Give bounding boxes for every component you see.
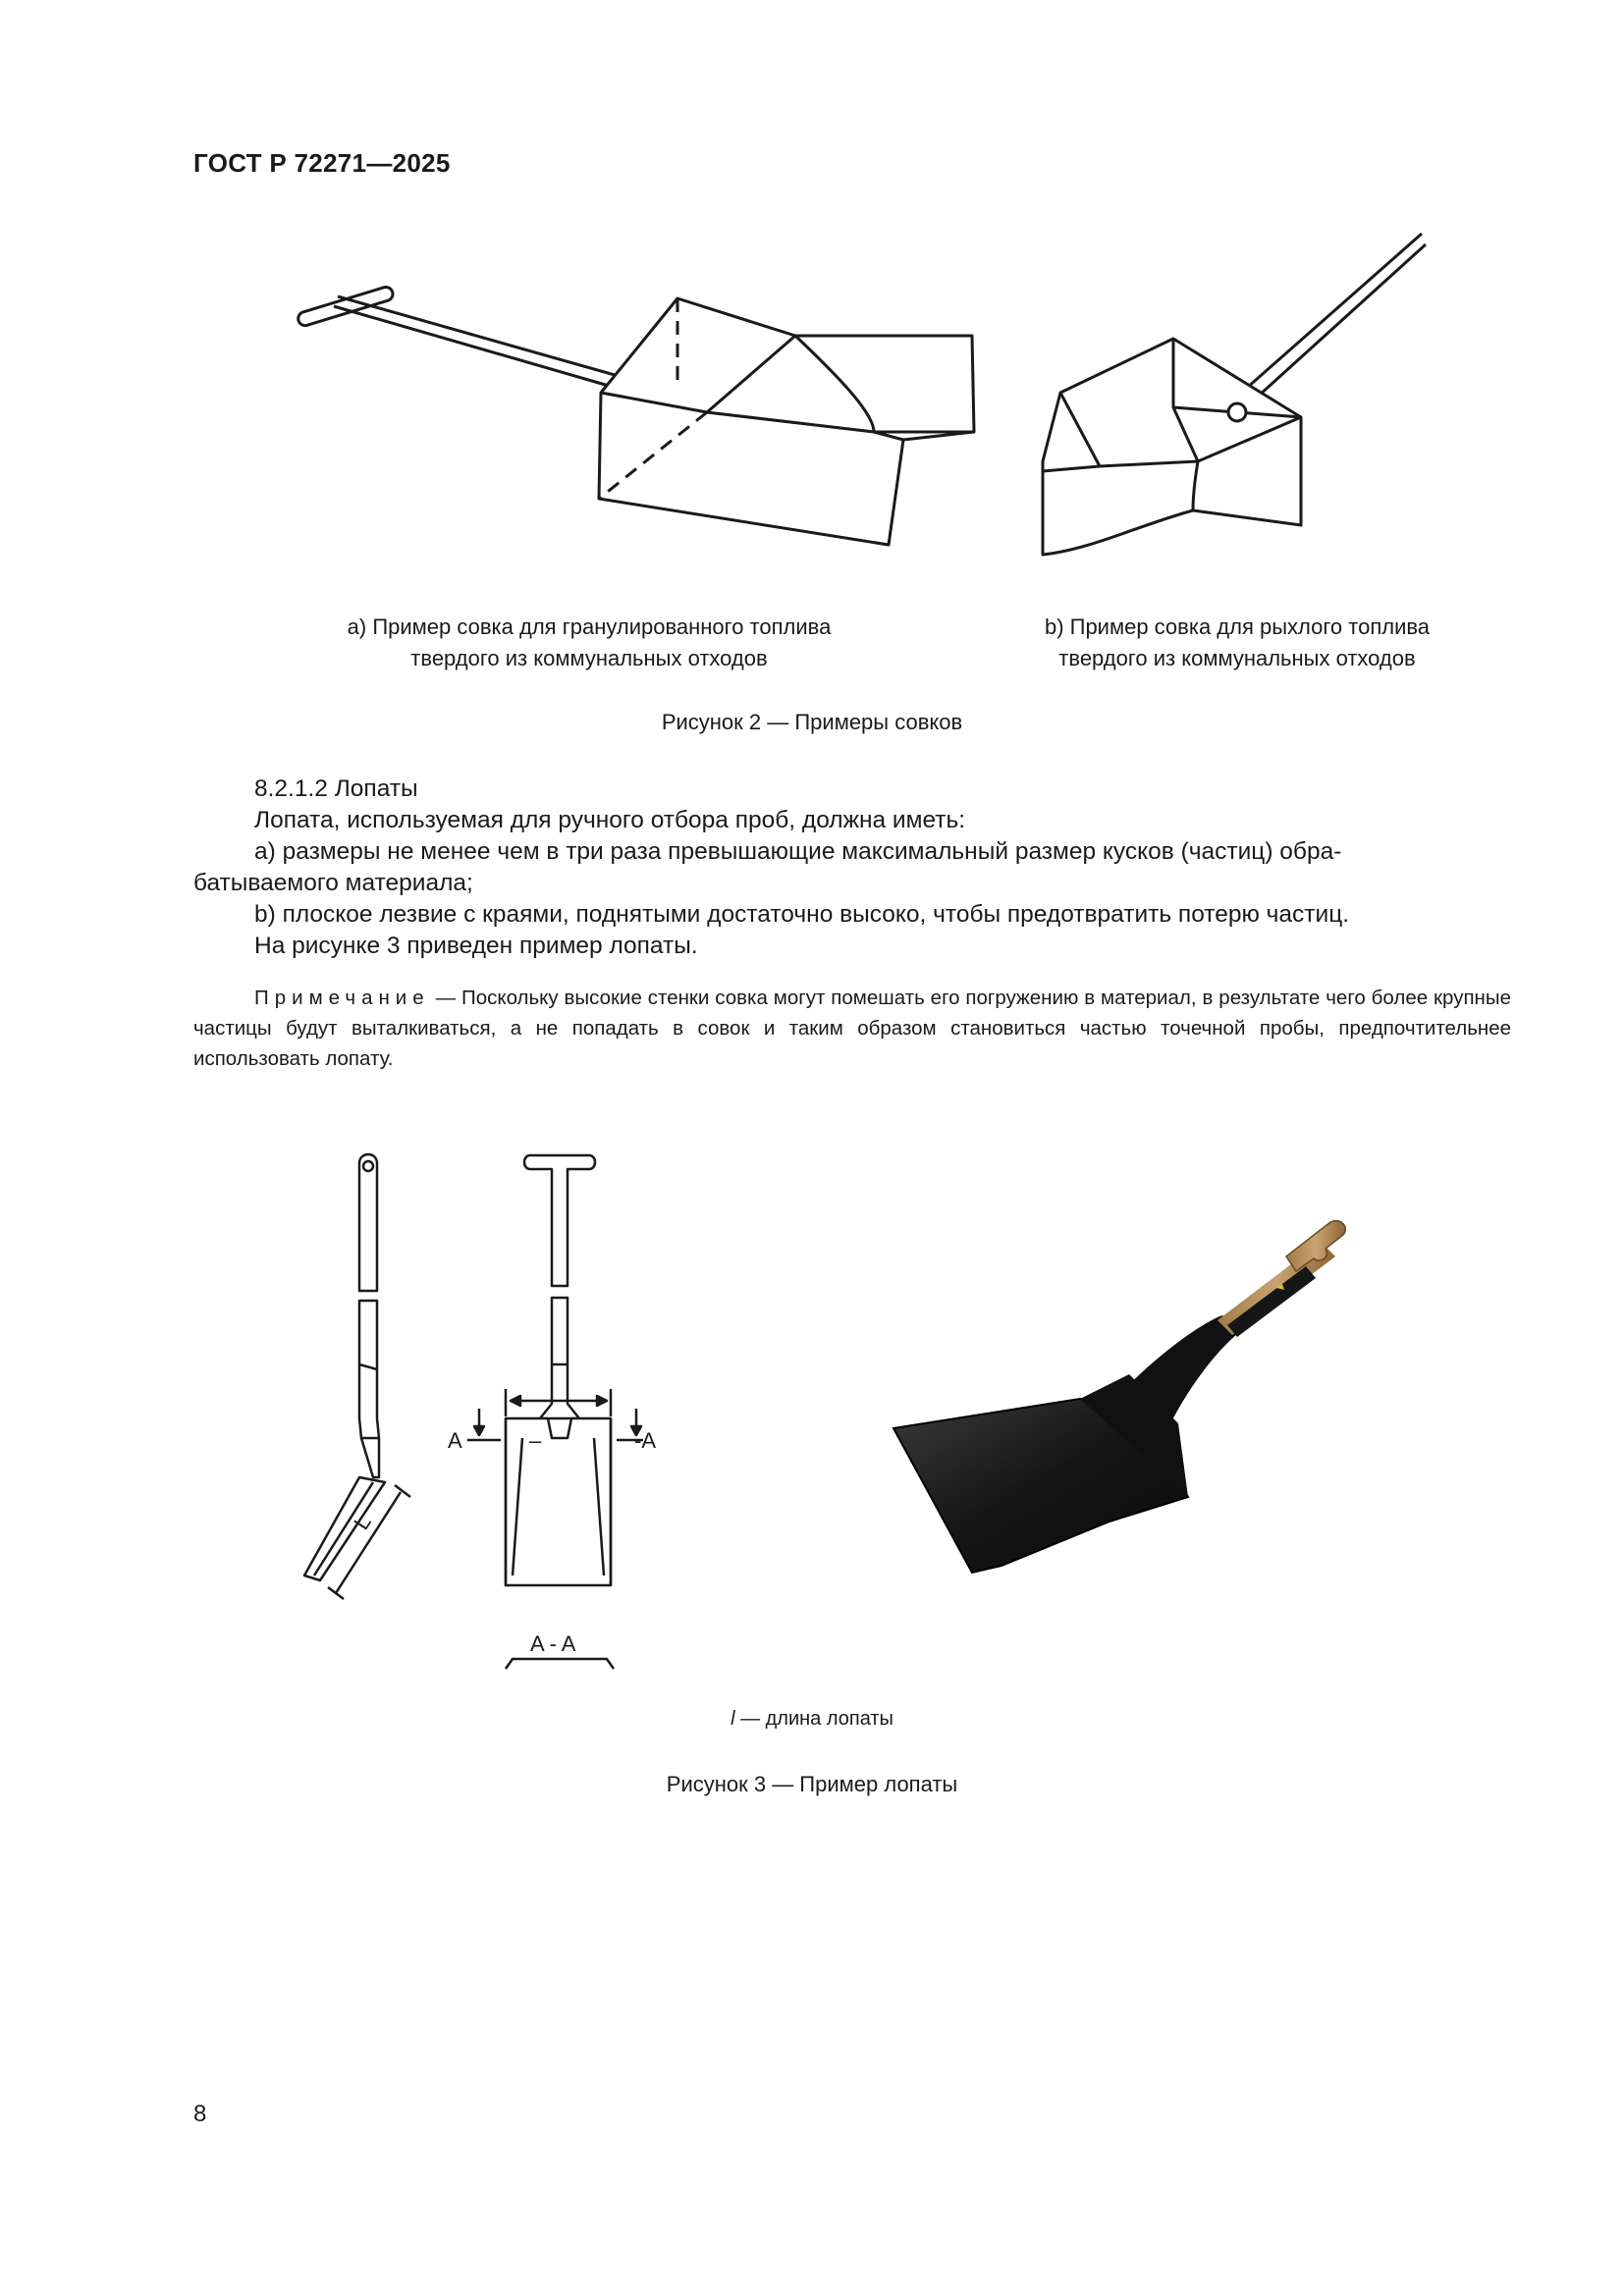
- figure-reference: На рисунке 3 приведен пример лопаты.: [254, 933, 698, 959]
- page-number: 8: [193, 2101, 207, 2127]
- figure-2b-caption-line2: твердого из коммунальных отходов: [1058, 646, 1416, 670]
- note-paragraph: [193, 983, 1511, 1074]
- figure-3-title: Рисунок 3 — Пример лопаты: [666, 1772, 958, 1796]
- figure-2b-caption: [982, 612, 1492, 674]
- list-item-a-line1: a) размеры не менее чем в три раза превышающие максимальный размер кусков (частиц) обра-: [254, 838, 1342, 865]
- figure-2a-caption-line2: твердого из коммунальных отходов: [410, 646, 768, 670]
- figure-2a-caption: [285, 612, 893, 674]
- scoop-drawing-b: [1031, 231, 1434, 564]
- section-intro: Лопата, используемая для ручного отбора проб, должна иметь:: [254, 807, 966, 833]
- document-header: ГОСТ Р 72271—2025: [193, 148, 451, 178]
- section-label: A - A: [530, 1631, 576, 1656]
- scoop-drawing-a: [285, 265, 992, 560]
- note-label: Примечание: [254, 987, 430, 1009]
- section-heading: 8.2.1.2 Лопаты: [254, 775, 418, 802]
- figure-2-title: Рисунок 2 — Примеры совков: [661, 710, 963, 734]
- section-marker-mid: –: [529, 1428, 542, 1453]
- figure-3-legend: [0, 1708, 1624, 1731]
- list-item-b: b) плоское лезвие с краями, поднятыми достаточно высоко, чтобы предотвратить потерю частиц.: [254, 901, 1350, 928]
- section-marker-right: -A: [634, 1428, 656, 1453]
- legend-symbol: l: [731, 1708, 735, 1730]
- figure-2a-caption-line1: a) Пример совка для гранулированного топлива: [347, 614, 832, 639]
- shovel-front-view: [442, 1144, 668, 1693]
- shovel-photo: [884, 1227, 1404, 1600]
- shovel-side-view: [295, 1144, 432, 1615]
- figure-2b-caption-line1: b) Пример совка для рыхлого топлива: [1044, 614, 1431, 639]
- dimension-label-L: L: [349, 1510, 376, 1534]
- note-text: — Поскольку высокие стенки совка могут помешать его погружению в материал, в результате чего более крупные частицы будут выталкиваться, а не попадать в совок и таким образом становиться частью точечной пробы, предпочтительнее использовать лопату.: [193, 987, 1511, 1070]
- section-marker-left: A: [448, 1428, 462, 1453]
- list-item-a-line2: батываемого материала;: [193, 870, 473, 896]
- legend-text: — длина лопаты: [734, 1708, 893, 1730]
